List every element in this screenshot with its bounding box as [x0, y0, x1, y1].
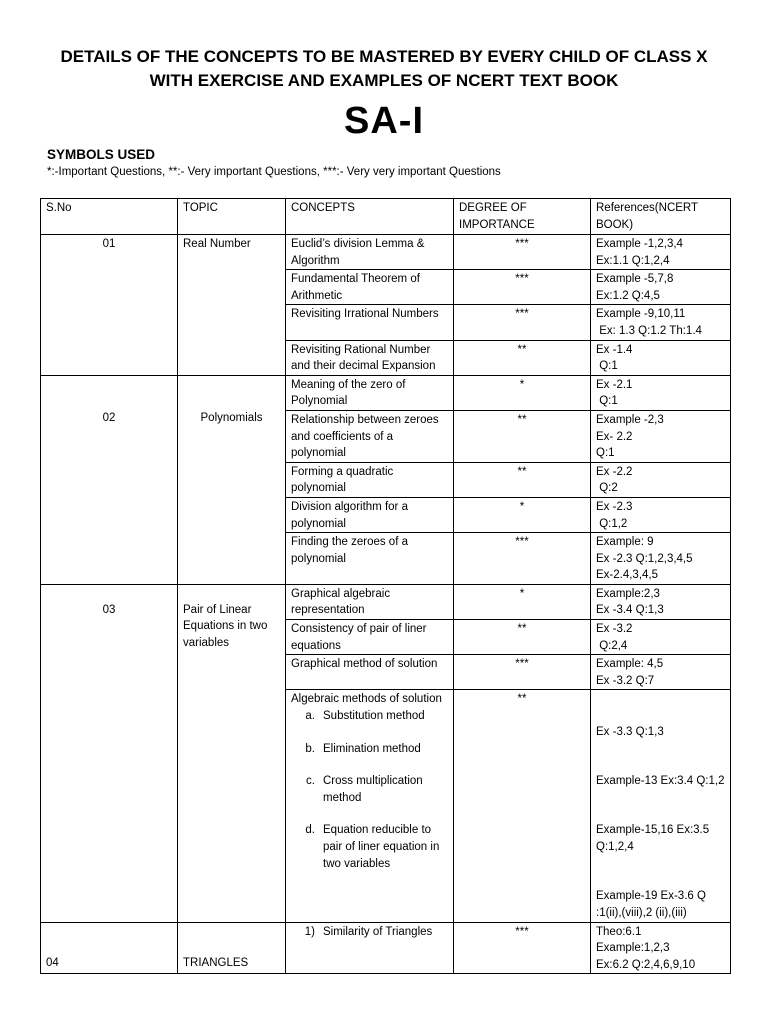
importance-cell: *** [454, 235, 591, 270]
reference-line: Ex-2.4,3,4,5 [596, 569, 659, 582]
concept-cell: Revisiting Rational Number and their decimal Expansion [286, 340, 454, 375]
sub-concept [291, 822, 448, 872]
reference-line: Example:1,2,3 [596, 942, 670, 955]
reference-line: Example -1,2,3,4 [596, 238, 683, 250]
symbols-legend: *:-Important Questions, **:- Very important Questions, ***:- Very very important Questions [47, 166, 501, 178]
reference-line: Example-13 Ex:3.4 Q:1,2 [596, 775, 725, 788]
sub-marker: c. [306, 775, 315, 788]
concepts-table [40, 198, 731, 974]
document-title [0, 45, 768, 93]
reference-line: Ex -2.1 [596, 378, 633, 391]
reference-line: Example-19 Ex-3.6 Q :1(ii),(viii),2 (ii),(iii) [596, 890, 706, 920]
sub-text: Substitution method [323, 710, 425, 723]
concept-cell: Relationship between zeroes and coefficients of a polynomial [286, 410, 454, 462]
header-concepts: CONCEPTS [286, 199, 454, 235]
sub-marker: a. [305, 710, 315, 723]
reference-line: Q:1 [596, 395, 618, 408]
importance-cell: ** [454, 690, 591, 922]
reference-line: Ex -2.3 [596, 500, 633, 513]
reference-line: Q:1 [596, 447, 615, 460]
reference-cell [591, 375, 731, 410]
table-row [41, 235, 731, 270]
concept-cell: Euclid’s division Lemma & Algorithm [286, 235, 454, 270]
importance-cell: ** [454, 462, 591, 497]
sub-text: Similarity of Triangles [323, 925, 433, 938]
concept-heading: Algebraic methods of solution [291, 693, 442, 706]
reference-line: Example -9,10,11 [596, 308, 686, 321]
reference-line: Ex -1.4 [596, 343, 633, 356]
table-row [41, 584, 731, 619]
importance-cell: *** [454, 922, 591, 974]
concept-cell: Forming a quadratic polynomial [286, 462, 454, 497]
reference-cell [591, 462, 731, 497]
reference-cell [591, 340, 731, 375]
topic-cell: TRIANGLES [178, 922, 286, 974]
header-topic: TOPIC [178, 199, 286, 235]
reference-cell [591, 235, 731, 270]
reference-cell [591, 690, 731, 922]
topic-cell: Polynomials [178, 375, 286, 584]
reference-line: Ex:6.2 Q:2,4,6,9,10 [596, 958, 696, 971]
reference-line: Q:1,2 [596, 517, 628, 530]
importance-cell: *** [454, 270, 591, 305]
table-row [41, 375, 731, 410]
concept-cell: Revisiting Irrational Numbers [286, 305, 454, 340]
importance-cell: * [454, 375, 591, 410]
sno-cell: 04 [41, 922, 178, 974]
reference-line: Q:2 [596, 482, 618, 495]
header-references: References(NCERT BOOK) [591, 199, 731, 235]
reference-line: Example -2,3 [596, 413, 664, 426]
sub-concept [291, 708, 448, 725]
sno-cell: 03 [41, 584, 178, 922]
reference-line: Ex:1.2 Q:4,5 [596, 289, 660, 302]
importance-cell: ** [454, 410, 591, 462]
reference-line: Example: 9 [596, 536, 654, 549]
sno-cell: 01 [41, 235, 178, 376]
reference-line: Ex -2.3 Q:1,2,3,4,5 [596, 552, 693, 565]
concept-cell [286, 922, 454, 974]
sub-marker: 1) [304, 925, 315, 938]
concept-cell: Graphical algebraic representation [286, 584, 454, 619]
header-sno: S.No [41, 199, 178, 235]
reference-line: Ex: 1.3 Q:1.2 Th:1.4 [596, 324, 702, 337]
term-title: SA-I [344, 100, 424, 142]
reference-line: Ex -3.3 Q:1,3 [596, 726, 664, 739]
sub-text: Equation reducible to pair of liner equation in two variables [323, 824, 440, 870]
reference-line: Ex -3.2 Q:7 [596, 674, 655, 687]
reference-cell [591, 305, 731, 340]
reference-line: Ex- 2.2 [596, 430, 633, 443]
table-row [41, 922, 731, 974]
title-line-1: DETAILS OF THE CONCEPTS TO BE MASTERED BY EVERY CHILD OF CLASS X [60, 47, 708, 66]
concept-cell: Fundamental Theorem of Arithmetic [286, 270, 454, 305]
reference-cell [591, 655, 731, 690]
reference-line: Ex -3.2 [596, 623, 633, 636]
reference-line: Q:2,4 [596, 639, 628, 652]
importance-cell: * [454, 584, 591, 619]
importance-cell: * [454, 497, 591, 532]
sub-marker: d. [305, 824, 315, 837]
sno-cell: 02 [41, 375, 178, 584]
header-importance: DEGREE OF IMPORTANCE [454, 199, 591, 235]
concept-cell [286, 690, 454, 922]
table-header-row [41, 199, 731, 235]
reference-cell [591, 497, 731, 532]
importance-cell: *** [454, 655, 591, 690]
importance-cell: *** [454, 533, 591, 585]
title-line-2: WITH EXERCISE AND EXAMPLES OF NCERT TEXT BOOK [149, 71, 619, 90]
concept-cell: Finding the zeroes of a polynomial [286, 533, 454, 585]
reference-line: Q:1 [596, 360, 618, 373]
reference-line: Ex:1.1 Q:1,2,4 [596, 254, 670, 267]
topic-cell: Real Number [178, 235, 286, 376]
importance-cell: ** [454, 340, 591, 375]
concept-cell: Division algorithm for a polynomial [286, 497, 454, 532]
sub-concept [291, 741, 448, 758]
concept-cell: Consistency of pair of liner equations [286, 620, 454, 655]
reference-line: Ex -2.2 [596, 465, 633, 478]
reference-line: Example:2,3 [596, 587, 660, 600]
reference-cell [591, 620, 731, 655]
importance-cell: ** [454, 620, 591, 655]
reference-cell [591, 584, 731, 619]
reference-line: Example-15,16 Ex:3.5 Q:1,2,4 [596, 824, 710, 854]
reference-cell [591, 410, 731, 462]
reference-line: Example: 4,5 [596, 658, 664, 671]
importance-cell: *** [454, 305, 591, 340]
reference-line: Ex -3.4 Q:1,3 [596, 604, 664, 617]
reference-cell [591, 270, 731, 305]
sub-concept [291, 924, 448, 941]
sub-text: Elimination method [323, 742, 421, 755]
sub-marker: b. [305, 742, 315, 755]
reference-line: Example -5,7,8 [596, 273, 674, 286]
reference-cell [591, 922, 731, 974]
sub-concept [291, 773, 448, 806]
concept-cell: Meaning of the zero of Polynomial [286, 375, 454, 410]
sub-text: Cross multiplication method [323, 775, 423, 804]
topic-cell: Pair of Linear Equations in two variables [178, 584, 286, 922]
symbols-title: SYMBOLS USED [47, 147, 156, 162]
reference-line: Theo:6.1 [596, 925, 642, 938]
reference-cell [591, 533, 731, 585]
concept-cell: Graphical method of solution [286, 655, 454, 690]
